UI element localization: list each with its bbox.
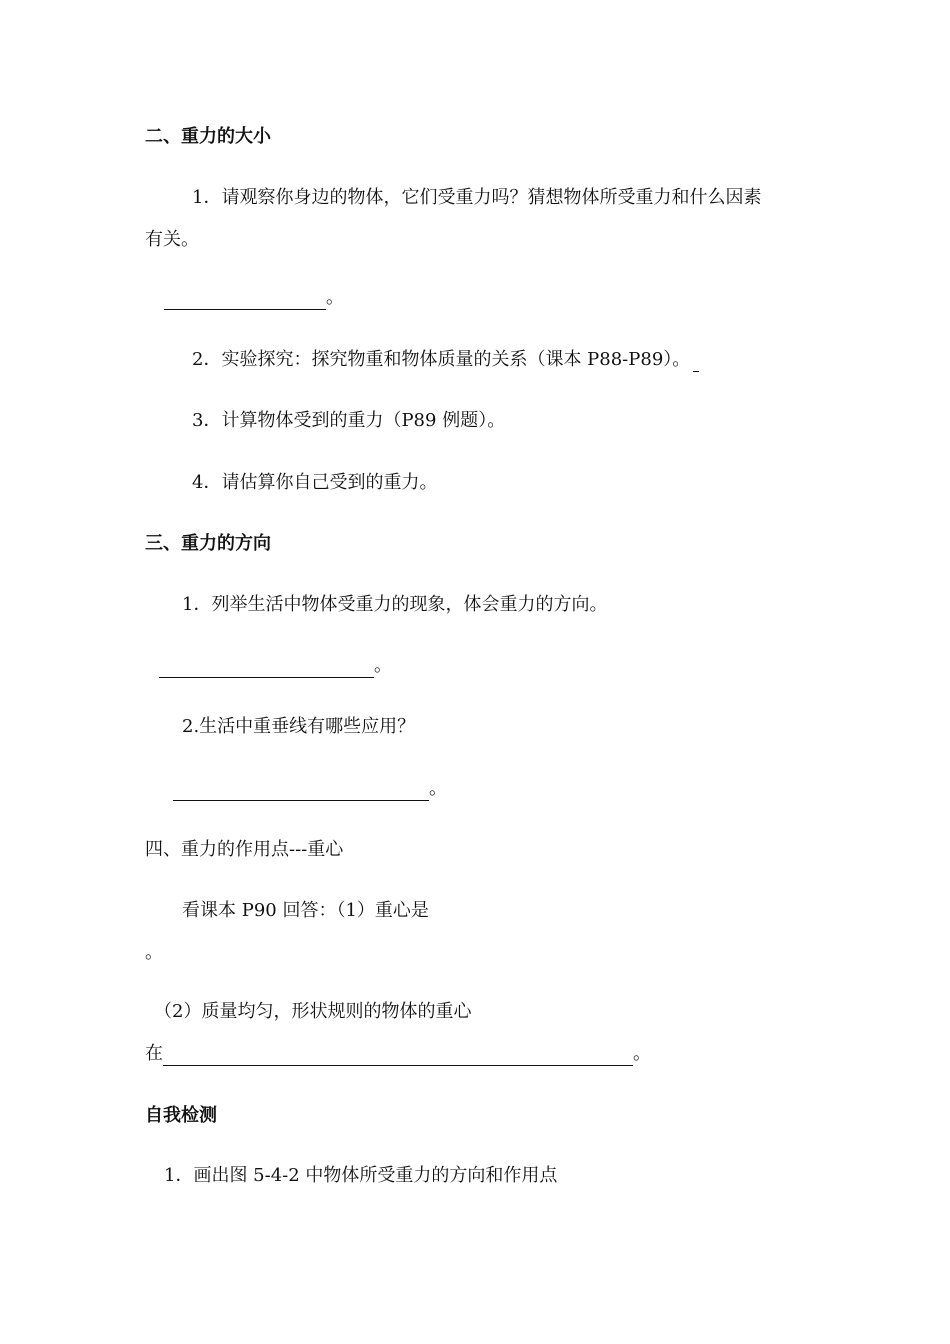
blank-end-mark: 。 — [633, 1043, 651, 1064]
section-2-question-1-line-1: 1．请观察你身边的物体，它们受重力吗？猜想物体所受重力和什么因素 — [192, 187, 762, 208]
section-2-question-1-answer — [164, 286, 344, 310]
blank-end-mark: 。 — [326, 287, 344, 308]
answer-blank-small[interactable] — [693, 353, 699, 372]
section-3-question-2-answer — [173, 777, 447, 801]
answer-blank[interactable] — [164, 289, 326, 310]
section-3-question-1: 1．列举生活中物体受重力的现象，体会重力的方向。 — [182, 594, 608, 615]
section-2-question-3: 3．计算物体受到的重力（P89 例题）。 — [192, 410, 506, 431]
answer-blank[interactable] — [159, 657, 374, 678]
answer-prefix: 在 — [145, 1043, 163, 1064]
section-2-question-4: 4．请估算你自己受到的重力。 — [192, 472, 438, 493]
section-2-question-2 — [192, 348, 699, 372]
section-3-question-2: 2.生活中重垂线有哪些应用？ — [182, 716, 416, 737]
blank-end-mark: 。 — [374, 655, 392, 676]
answer-blank[interactable] — [173, 780, 429, 801]
section-2-heading: 二、重力的大小 — [145, 126, 271, 147]
section-4-question-2: （2）质量均匀，形状规则的物体的重心 — [154, 1001, 472, 1022]
self-check-heading: 自我检测 — [145, 1105, 217, 1126]
section-3-question-1-answer — [159, 654, 392, 678]
section-4-question-1-end: 。 — [145, 942, 163, 963]
section-4-question-1: 看课本 P90 回答：（1）重心是 — [182, 900, 429, 921]
section-3-heading: 三、重力的方向 — [145, 533, 271, 554]
section-4-heading: 四、重力的作用点---重心 — [145, 839, 344, 860]
section-2-question-1-line-2: 有关。 — [145, 229, 199, 250]
question-2-text: 2．实验探究：探究物重和物体质量的关系（课本 P88-P89）。 — [192, 349, 691, 370]
answer-blank[interactable] — [163, 1045, 633, 1066]
blank-end-mark: 。 — [429, 778, 447, 799]
self-check-question-1: 1．画出图 5-4-2 中物体所受重力的方向和作用点 — [164, 1165, 558, 1186]
section-4-question-2-answer — [145, 1042, 651, 1066]
